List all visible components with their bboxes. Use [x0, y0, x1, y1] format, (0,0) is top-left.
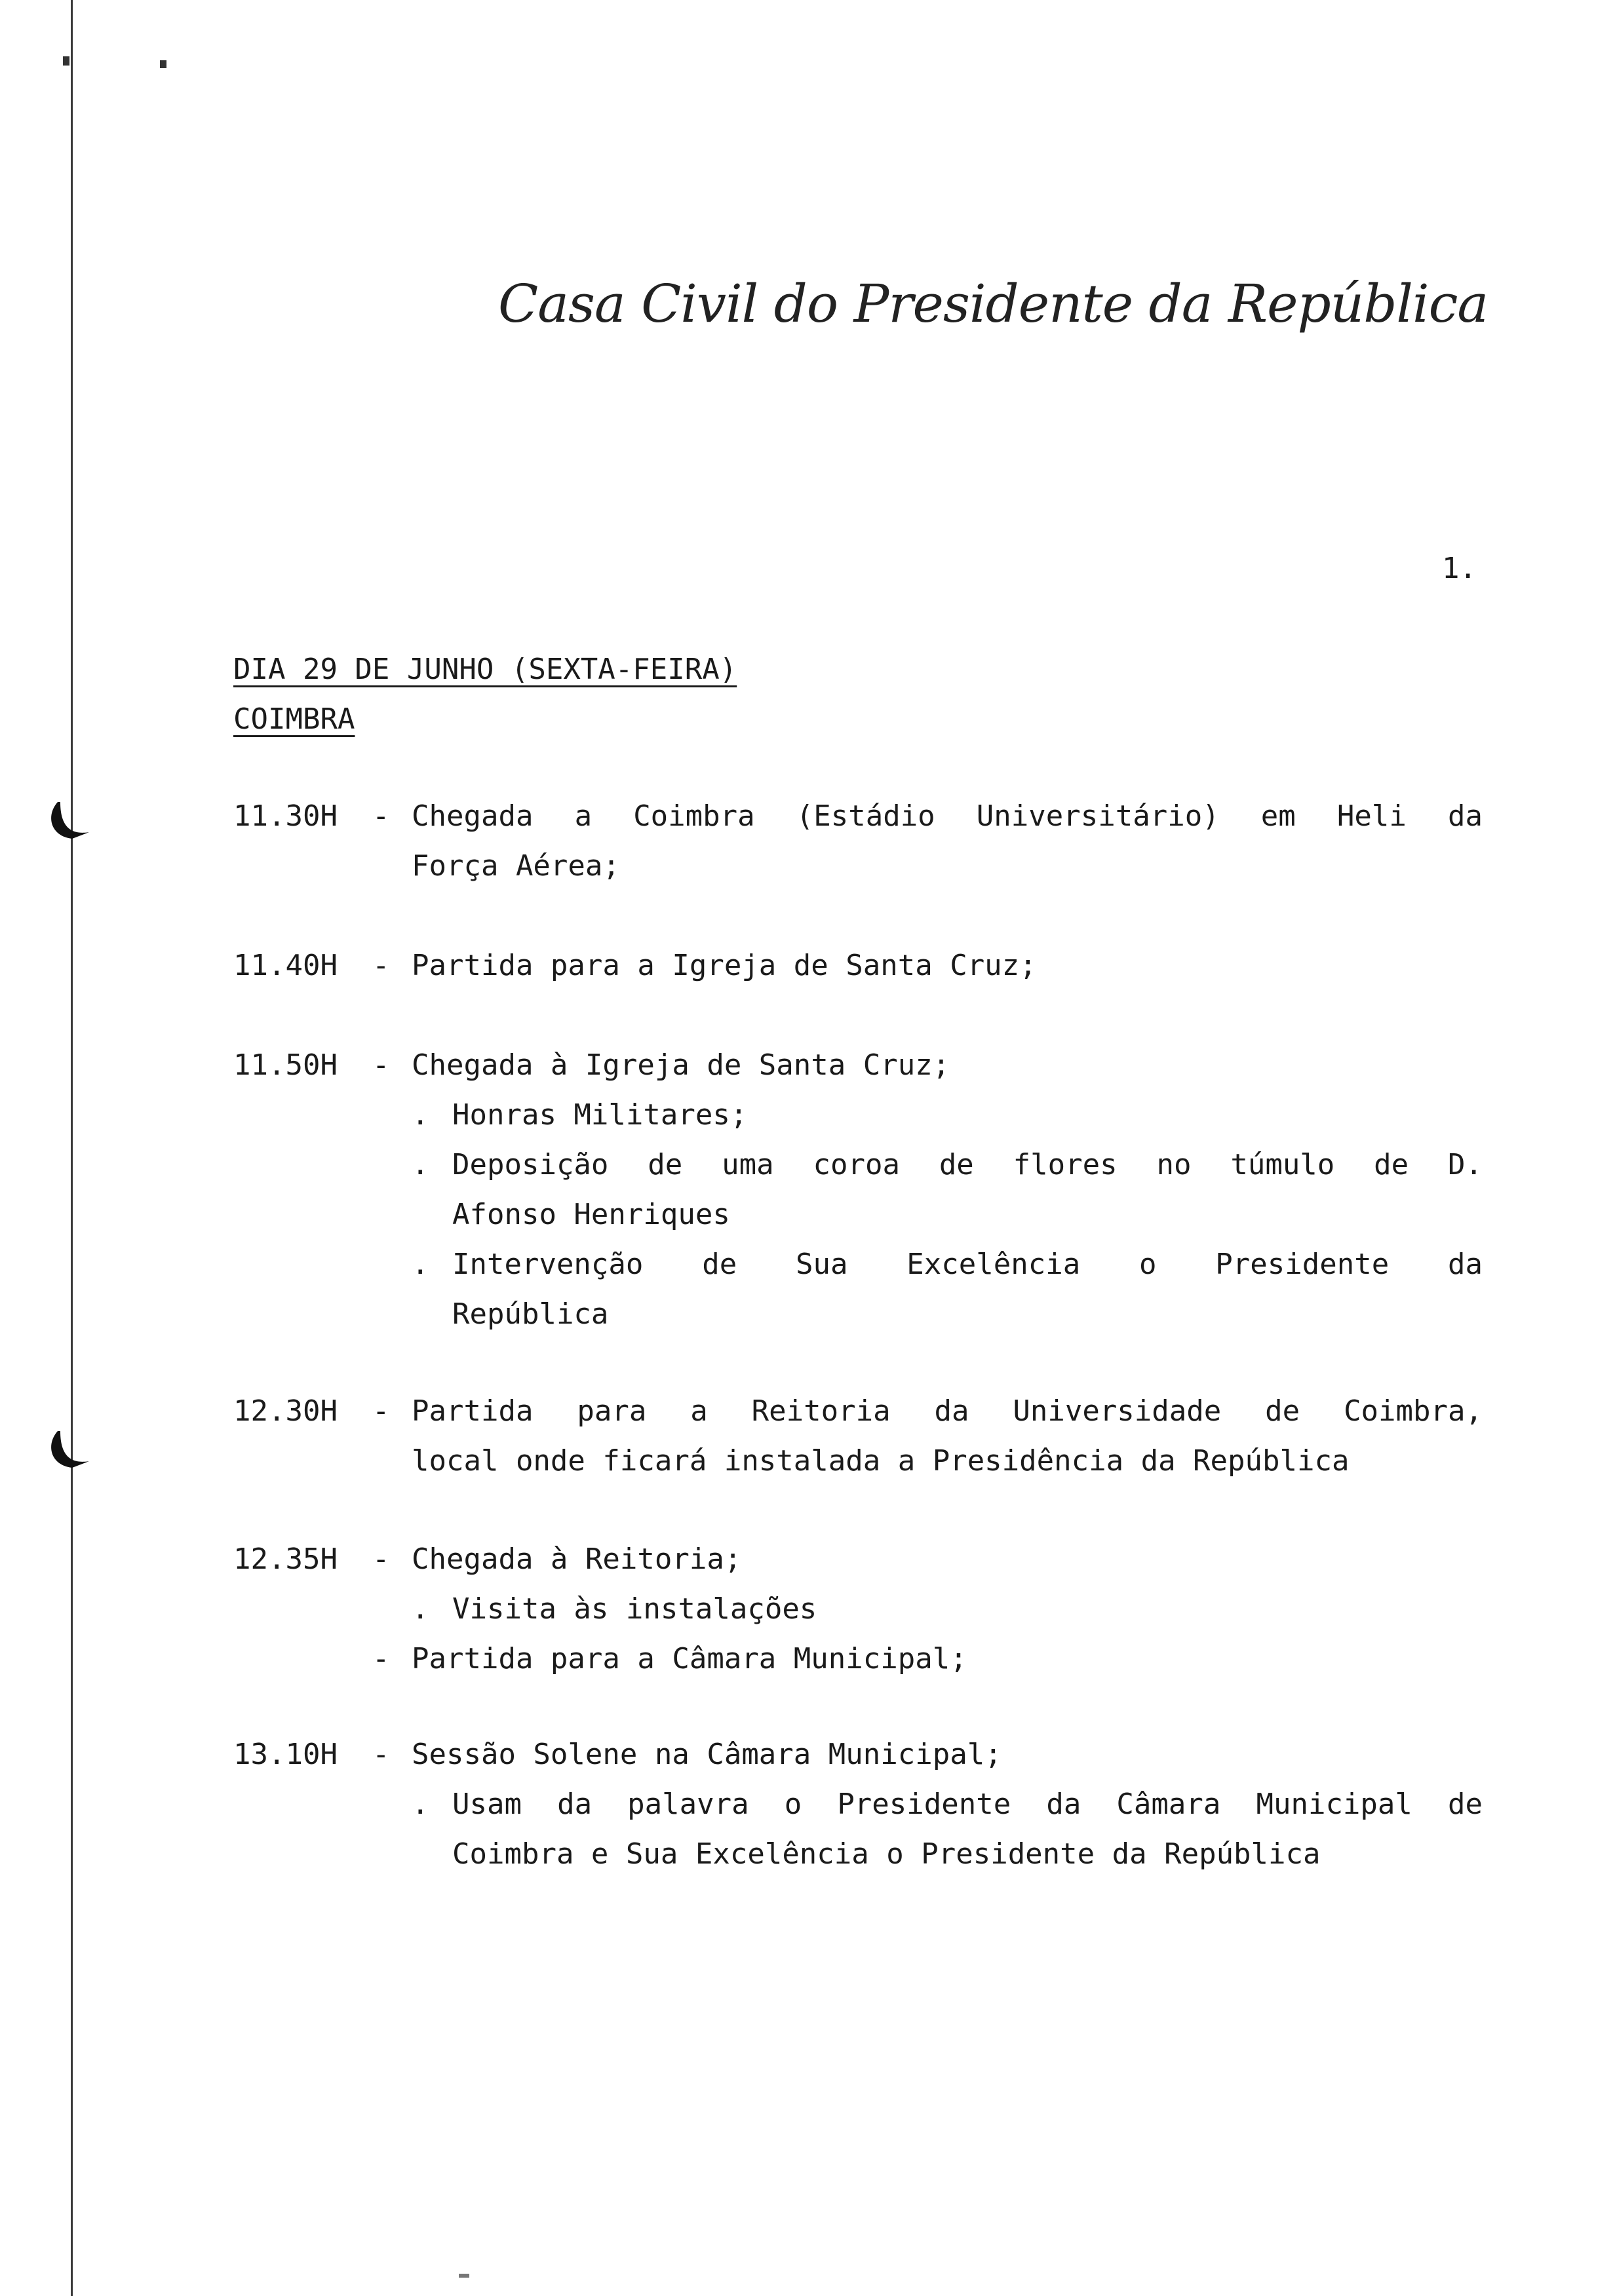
sub-entry-text: Partida para a Câmara Municipal;: [412, 1642, 967, 1675]
entry-dash: -: [372, 1542, 390, 1576]
entry-time: 13.10H: [233, 1738, 338, 1771]
page-number: 1.: [1442, 552, 1477, 585]
bullet-text-continued: Afonso Henriques: [452, 1198, 730, 1231]
bullet-text: Intervenção de Sua Excelência o Presidente da: [452, 1248, 1483, 1281]
bullet-mark: .: [412, 1592, 429, 1626]
entry-text: Chegada à Igreja de Santa Cruz;: [412, 1048, 950, 1082]
bullet-mark: .: [412, 1248, 429, 1281]
letterhead: Casa Civil do Presidente da República: [498, 273, 1489, 334]
bullet-text: Honras Militares;: [452, 1098, 748, 1132]
entry-text-continued: Força Aérea;: [412, 849, 620, 883]
punch-hole-mark: [46, 799, 92, 845]
entry-text-continued: local onde ficará instalada a Presidência da República: [412, 1444, 1350, 1478]
entry-dash: -: [372, 949, 390, 982]
bullet-text-continued: República: [452, 1297, 609, 1331]
entry-time: 11.30H: [233, 799, 338, 833]
bullet-mark: .: [412, 1098, 429, 1132]
entry-dash: -: [372, 1048, 390, 1082]
heading-date: DIA 29 DE JUNHO (SEXTA-FEIRA): [233, 653, 737, 686]
entry-dash: -: [372, 1394, 390, 1428]
scan-noise: [459, 2274, 469, 2278]
entry-text: Chegada à Reitoria;: [412, 1542, 742, 1576]
entry-text: Partida para a Igreja de Santa Cruz;: [412, 949, 1037, 982]
entry-dash: -: [372, 1738, 390, 1771]
entry-time: 11.50H: [233, 1048, 338, 1082]
bullet-text: Visita às instalações: [452, 1592, 817, 1626]
entry-time: 11.40H: [233, 949, 338, 982]
entry-time: 12.35H: [233, 1542, 338, 1576]
bullet-mark: .: [412, 1788, 429, 1821]
sub-entry-dash: -: [372, 1642, 390, 1675]
ink-speck: [63, 56, 69, 66]
binding-margin-line: [71, 0, 73, 2296]
punch-hole-mark: [46, 1428, 92, 1474]
ink-speck: [160, 60, 166, 68]
entry-time: 12.30H: [233, 1394, 338, 1428]
entry-text: Sessão Solene na Câmara Municipal;: [412, 1738, 1002, 1771]
bullet-text: Deposição de uma coroa de flores no túmulo de D.: [452, 1148, 1483, 1181]
bullet-text-continued: Coimbra e Sua Excelência o Presidente da República: [452, 1837, 1321, 1871]
entry-text: Chegada a Coimbra (Estádio Universitário) em Heli da: [412, 799, 1483, 833]
bullet-mark: .: [412, 1148, 429, 1181]
entry-dash: -: [372, 799, 390, 833]
bullet-text: Usam da palavra o Presidente da Câmara Municipal de: [452, 1788, 1483, 1821]
entry-text: Partida para a Reitoria da Universidade de Coimbra,: [412, 1394, 1483, 1428]
heading-city: COIMBRA: [233, 702, 355, 736]
